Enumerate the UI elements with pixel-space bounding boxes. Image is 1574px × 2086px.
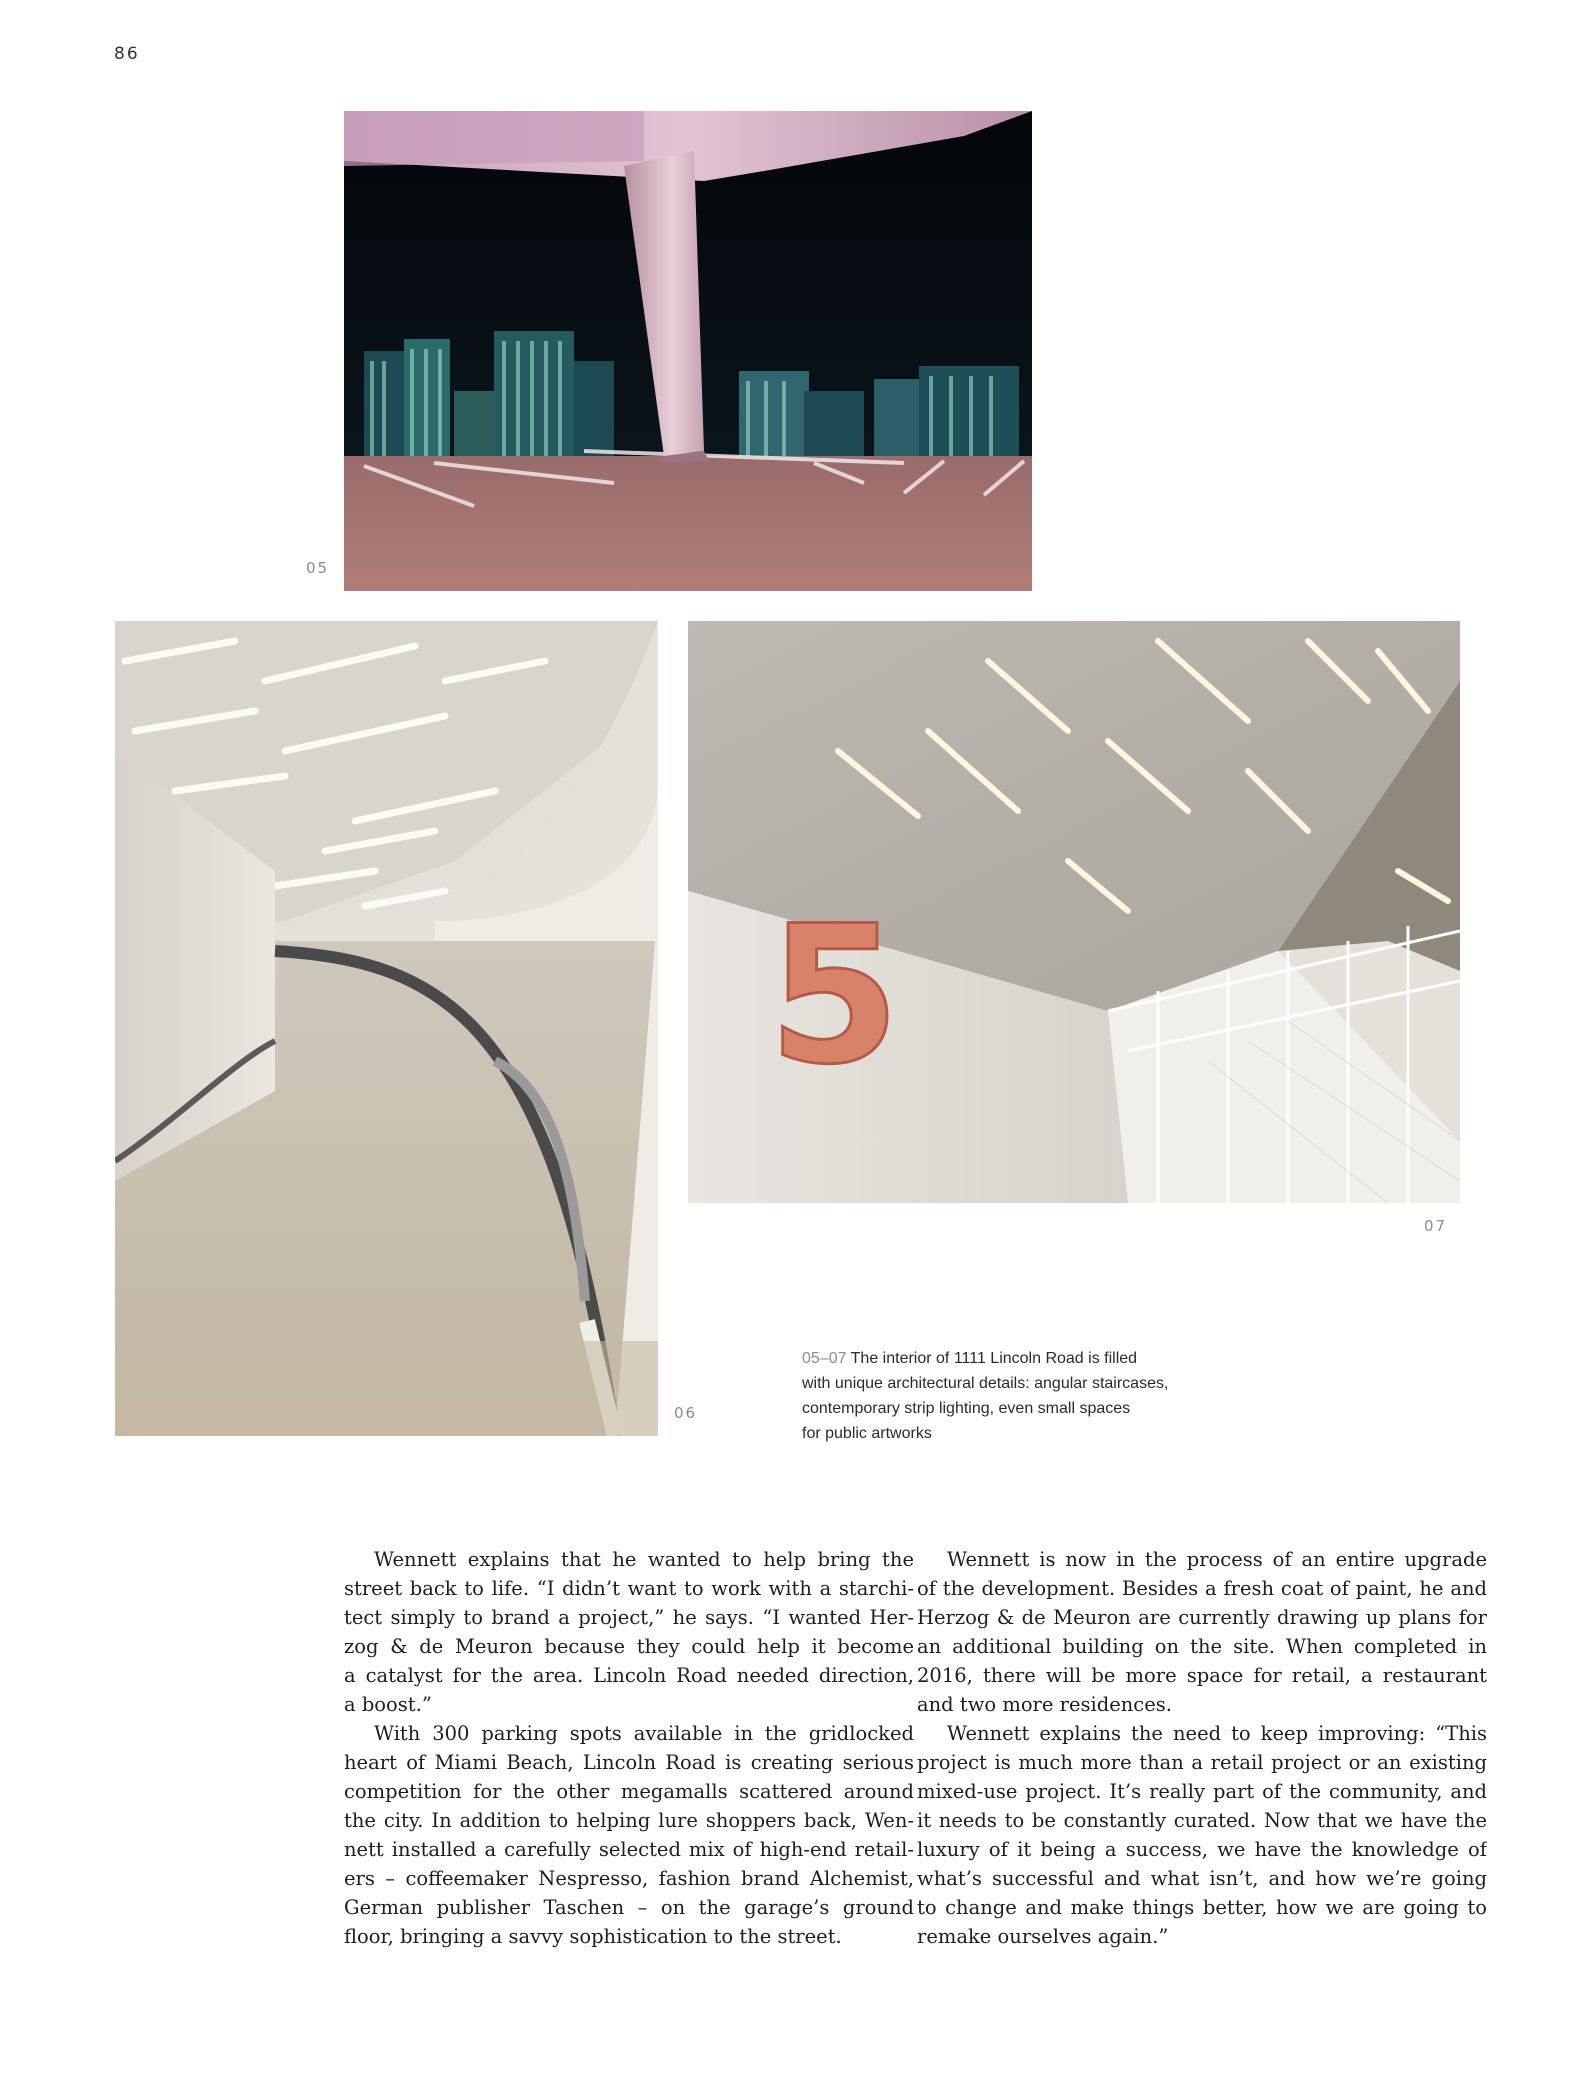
body-line: it needs to be constantly curated. Now that we have the <box>917 1809 1487 1832</box>
caption-line <box>802 1346 1242 1371</box>
figure-caption <box>802 1346 1242 1446</box>
caption-line: contemporary strip lighting, even small spaces <box>802 1400 1131 1417</box>
body-line: a catalyst for the area. Lincoln Road needed direction, <box>344 1664 914 1687</box>
body-line: an additional building on the site. When completed in <box>917 1635 1487 1658</box>
body-line: With 300 parking spots available in the gridlocked <box>374 1722 914 1745</box>
body-line: street back to life. “I didn’t want to work with a starchi- <box>344 1577 914 1600</box>
body-line: tect simply to brand a project,” he says. “I wanted Her- <box>344 1606 914 1629</box>
body-line: zog & de Meuron because they could help it become <box>344 1635 914 1658</box>
neon-sign-5: 5 <box>768 885 901 1106</box>
body-line: German publisher Taschen – on the garage’s ground <box>344 1896 914 1919</box>
body-line: ers – coffeemaker Nespresso, fashion brand Alchemist, <box>344 1867 914 1890</box>
body-line: project is much more than a retail project or an existing <box>917 1751 1487 1774</box>
article-column-left <box>344 1545 914 1951</box>
body-line: 2016, there will be more space for retail, a restaurant <box>917 1664 1487 1687</box>
body-line: Wennett is now in the process of an entire upgrade <box>947 1548 1487 1571</box>
body-line: to change and make things better, how we are going to <box>917 1896 1487 1919</box>
body-line: luxury of it being a success, we have the knowledge of <box>917 1838 1487 1861</box>
figure-number-06: 06 <box>674 1404 698 1422</box>
photo-staircase-level-5 <box>688 621 1460 1203</box>
caption-reference: 05–07 <box>802 1350 847 1367</box>
photo-curved-ramp <box>115 621 658 1436</box>
body-line: heart of Miami Beach, Lincoln Road is creating serious <box>344 1751 914 1774</box>
figure-number-07: 07 <box>1424 1217 1448 1235</box>
body-line: Wennett explains that he wanted to help bring the <box>374 1548 914 1571</box>
page-number: 86 <box>114 44 140 64</box>
body-line: competition for the other megamalls scattered around <box>344 1780 914 1803</box>
body-line: mixed-use project. It’s really part of the community, and <box>917 1780 1487 1803</box>
article-column-right <box>917 1545 1487 1951</box>
caption-line: for public artworks <box>802 1425 932 1442</box>
photo-rooftop-parking-night <box>344 111 1032 591</box>
rooftop-parking-image <box>344 111 1032 591</box>
body-line: a boost.” <box>344 1693 432 1716</box>
body-line: floor, bringing a savvy sophistication to the street. <box>344 1925 842 1948</box>
body-line: and two more residences. <box>917 1693 1172 1716</box>
body-line: Wennett explains the need to keep improving: “This <box>947 1722 1487 1745</box>
body-line: nett installed a carefully selected mix of high-end retail- <box>344 1838 914 1861</box>
caption-text: The interior of 1111 Lincoln Road is filled <box>846 1350 1138 1367</box>
body-line: Herzog & de Meuron are currently drawing up plans for <box>917 1606 1487 1629</box>
caption-line: with unique architectural details: angular staircases, <box>802 1375 1169 1392</box>
body-line: the city. In addition to helping lure shoppers back, Wen- <box>344 1809 914 1832</box>
staircase-image <box>688 621 1460 1203</box>
curved-ramp-image <box>115 621 658 1436</box>
figure-number-05: 05 <box>306 559 330 577</box>
body-line: remake ourselves again.” <box>917 1925 1169 1948</box>
body-line: of the development. Besides a fresh coat of paint, he and <box>917 1577 1487 1600</box>
body-line: what’s successful and what isn’t, and how we’re going <box>917 1867 1487 1890</box>
